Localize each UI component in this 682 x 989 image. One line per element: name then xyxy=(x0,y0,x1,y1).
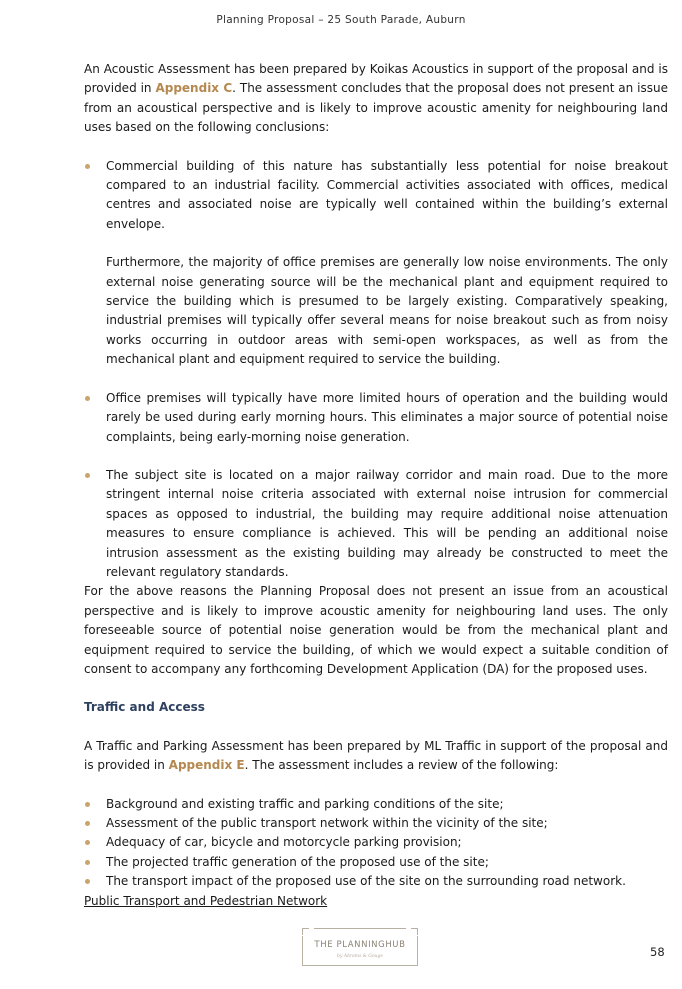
bullet-text: The subject site is located on a major railway corridor and main road. Due to the more stringent internal noise criteria associated with external noise intrusion for commercial spaces as opposed to industrial, the building may require additional noise attenuation measures to ensure compliance is achieved. This will be pending an additional noise intrusion assessment as the existing building may already be constructed to meet the relevant regulatory standards. xyxy=(106,467,668,579)
page-number: 58 xyxy=(650,945,665,959)
logo-frame-line xyxy=(302,965,418,966)
bullet-icon xyxy=(85,473,90,478)
document-body xyxy=(84,60,668,911)
acoustic-conclusions-list xyxy=(84,157,668,583)
list-item xyxy=(84,466,668,582)
traffic-intro-text: A Traffic and Parking Assessment has been prepared by ML Traffic in support of the proposal and is provided in xyxy=(84,738,668,773)
logo-wordmark: THE PLANNINGHUB xyxy=(314,940,406,950)
list-item xyxy=(84,853,668,872)
list-item-text: The projected traffic generation of the proposed use of the site; xyxy=(106,854,489,869)
section-heading-traffic: Traffic and Access xyxy=(84,700,205,715)
appendix-c-link[interactable]: Appendix C xyxy=(155,81,233,96)
bullet-text: Commercial building of this nature has substantially less potential for noise breakout compared to an industrial facility. Commercial activities associated with offices, medical centres and associated noise are typically well contained within the building’s external envelope. xyxy=(106,158,668,231)
list-item-text: Adequacy of car, bicycle and motorcycle parking provision; xyxy=(106,835,462,850)
traffic-intro-text-end: . The assessment includes a review of the following: xyxy=(244,758,559,773)
intro-text: An Acoustic Assessment has been prepared by Koikas Acoustics in support of the proposal and is provided in xyxy=(84,62,668,96)
list-item xyxy=(84,872,668,891)
bullet-icon xyxy=(85,860,90,865)
subheading-public-transport: Public Transport and Pedestrian Network xyxy=(84,893,328,908)
list-item-text: The transport impact of the proposed use of the site on the surrounding road network. xyxy=(106,874,626,889)
traffic-review-list xyxy=(84,795,668,892)
intro-text-end: . The assessment concludes that the proposal does not present an issue from an acoustical perspective and is likely to improve acoustic amenity for neighbouring land uses based on the following conclusions: xyxy=(84,81,669,135)
list-item-text: Assessment of the public transport network within the vicinity of the site; xyxy=(106,816,548,830)
bullet-icon xyxy=(85,879,90,884)
list-item-text: Background and existing traffic and parking conditions of the site; xyxy=(106,796,504,811)
traffic-intro-paragraph xyxy=(84,737,668,776)
list-item xyxy=(84,795,668,814)
bullet-text: Office premises will typically have more limited hours of operation and the building would rarely be used during early morning hours. This eliminates a major source of potential noise complaints, being early-morning noise generation. xyxy=(106,390,668,444)
bullet-continuation: Furthermore, the majority of office premises are generally low noise environments. The only external noise generating source will be the mechanical plant and equipment required to service the building which is presumed to be largely existing. Comparatively speaking, industrial premises will typically offer several means for noise breakout such as from noisy works occurring in outdoor areas with semi-open workspaces, as well as from the mechanical plant and equipment required to service the building. xyxy=(106,255,668,367)
acoustic-intro-paragraph xyxy=(84,60,668,138)
bullet-icon xyxy=(85,802,90,807)
page-header: Planning Proposal – 25 South Parade, Auburn xyxy=(216,14,466,26)
planning-hub-logo xyxy=(302,928,418,968)
logo-frame-corner xyxy=(302,928,309,935)
bullet-icon xyxy=(85,840,90,845)
list-item xyxy=(84,157,668,370)
list-item xyxy=(84,389,668,447)
list-item xyxy=(84,814,668,833)
list-item xyxy=(84,833,668,852)
appendix-e-link[interactable]: Appendix E xyxy=(168,758,245,773)
logo-frame-line xyxy=(314,928,406,929)
bullet-icon xyxy=(85,821,90,826)
bullet-icon xyxy=(85,396,90,401)
acoustic-summary-paragraph: For the above reasons the Planning Proposal does not present an issue from an acoustical perspective and is likely to improve acoustic amenity for neighbouring land uses. The only foreseeable source of potential noise generation would be from the mechanical plant and equipment required to service the building, of which we would expect a suitable condition of consent to accompany any forthcoming Development Application (DA) for the proposed uses. xyxy=(84,584,668,676)
bullet-icon xyxy=(85,164,90,169)
logo-tagline: by Abrams & Gouge xyxy=(336,954,383,959)
logo-frame-corner xyxy=(411,928,418,935)
